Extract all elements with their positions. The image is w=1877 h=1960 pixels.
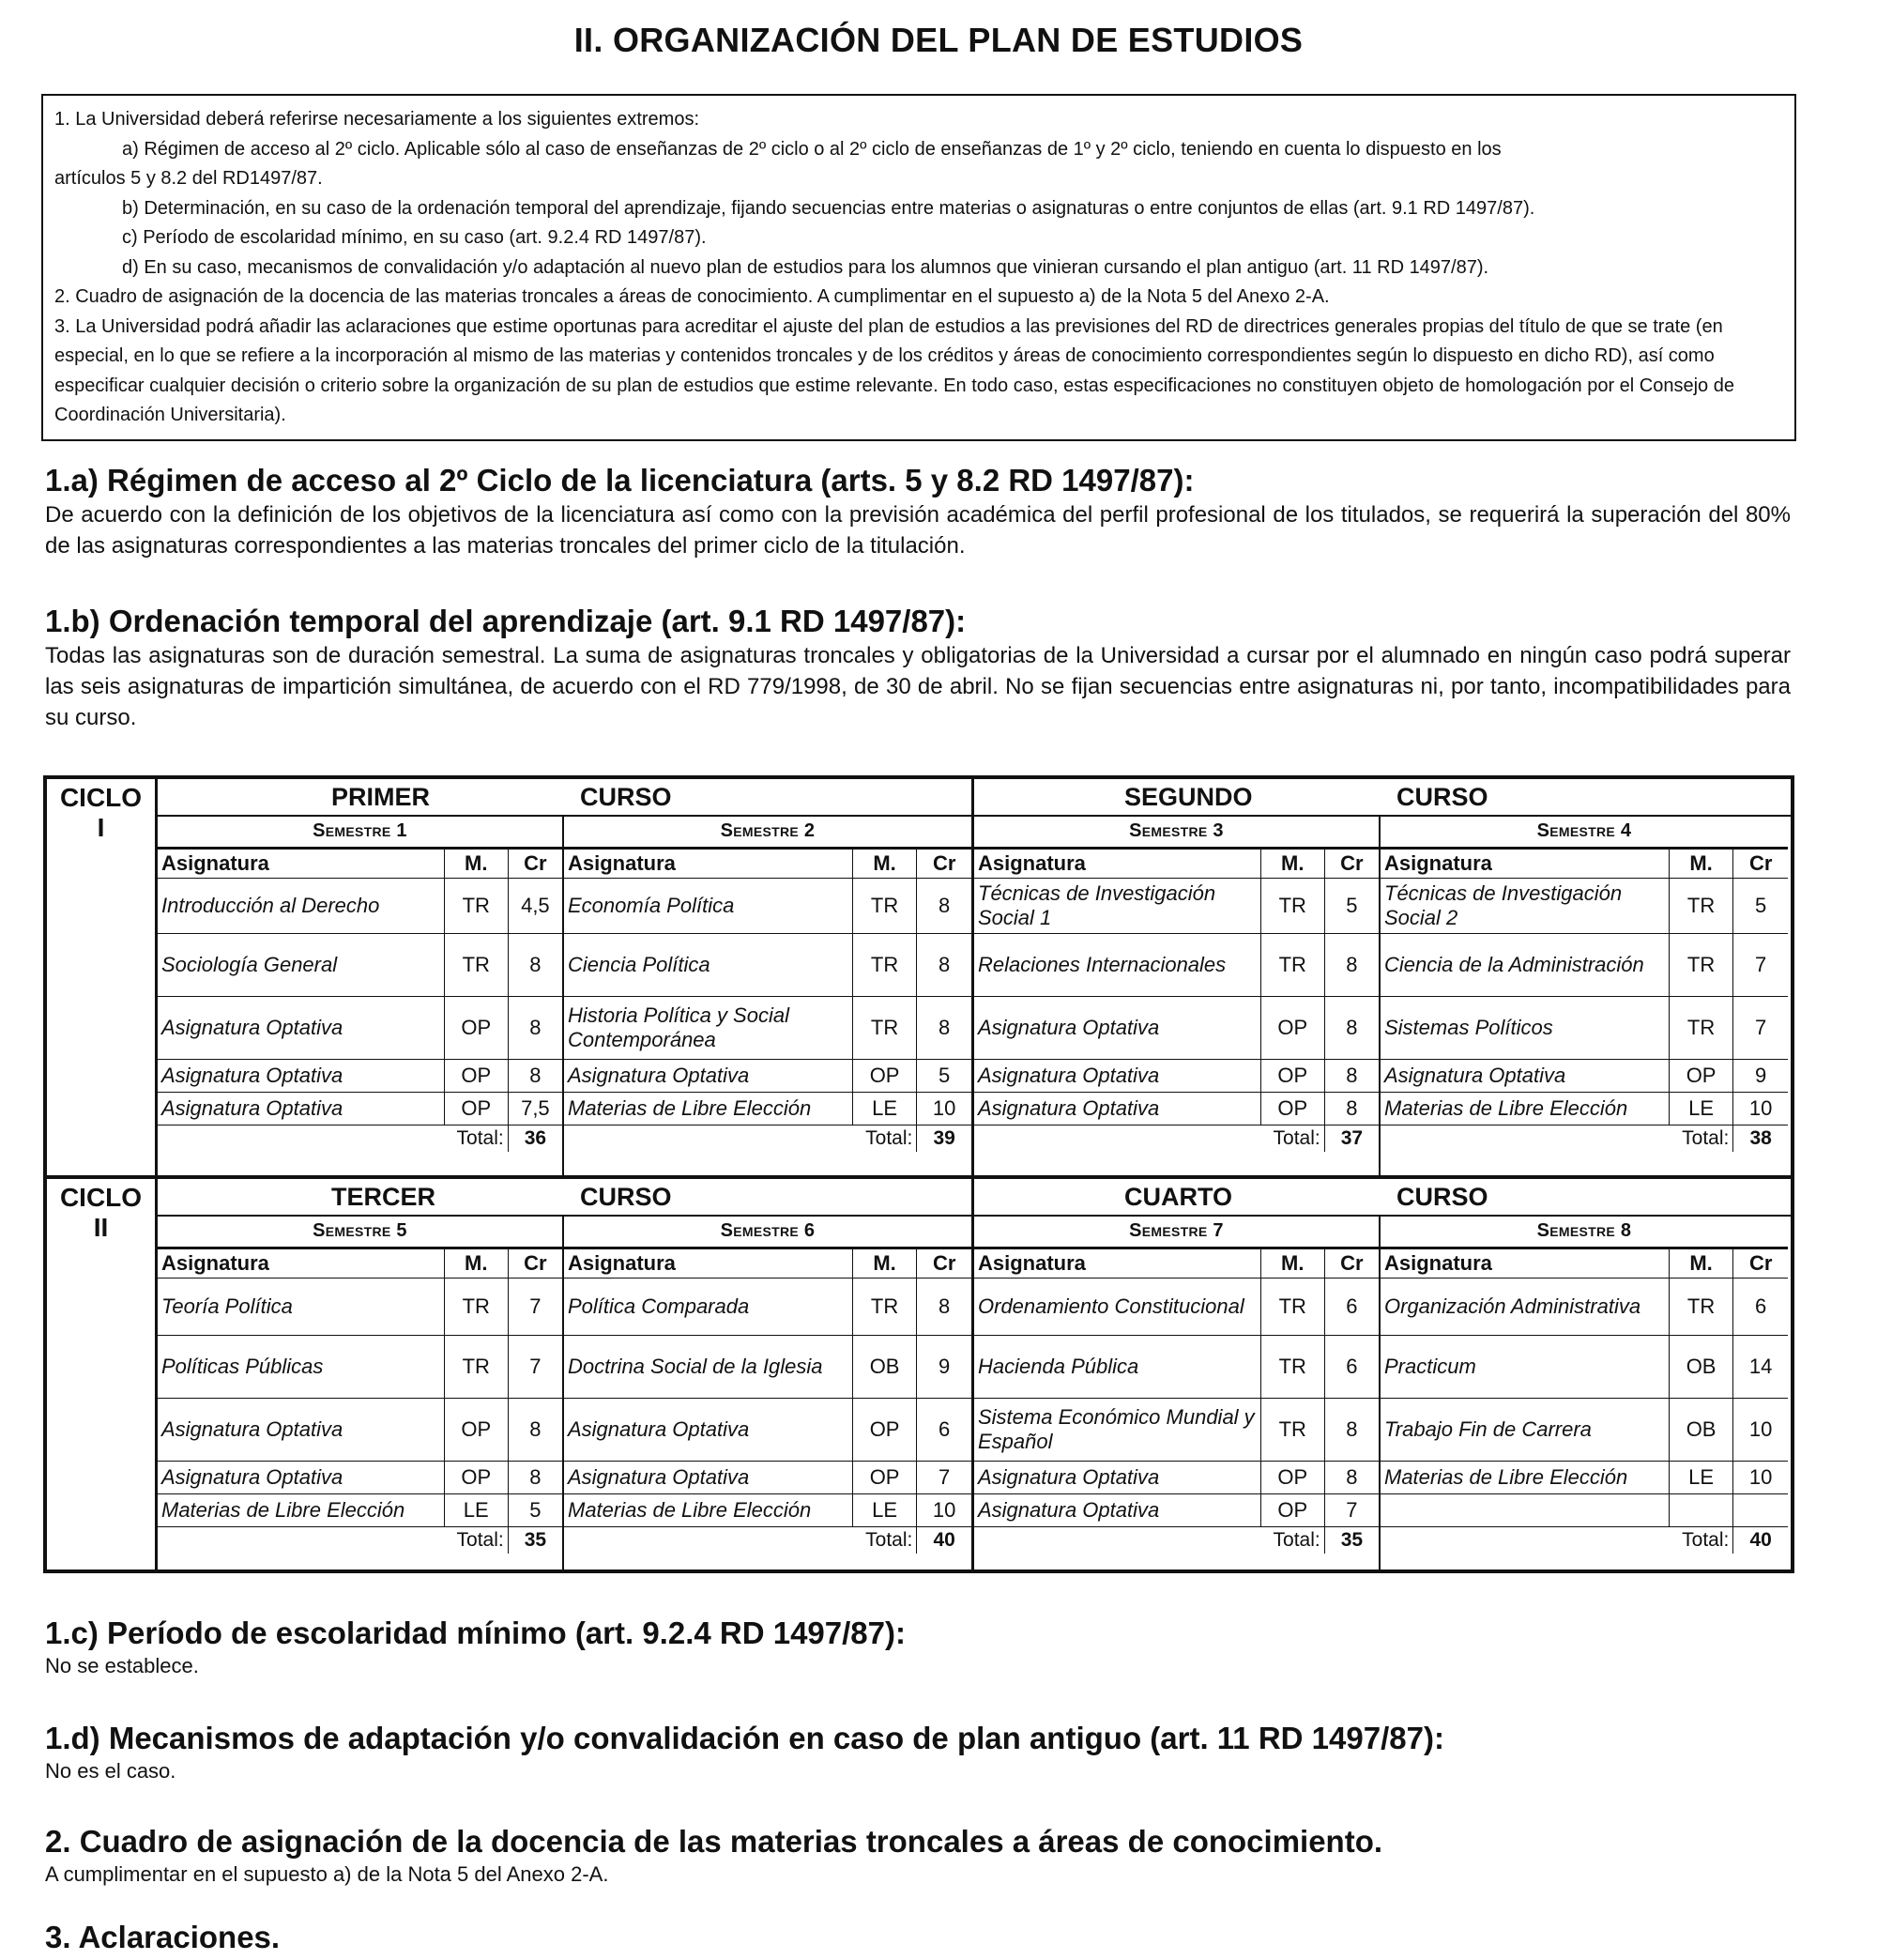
table-row (1381, 879, 1788, 934)
semester-header: Semestre 7 (974, 1215, 1379, 1248)
total-row (1381, 1527, 1788, 1554)
subject-name: Materias de Libre Elección (564, 1093, 852, 1125)
col-header-cr: Cr (1733, 850, 1788, 879)
table-header-row (564, 1249, 971, 1279)
table-row (1381, 1093, 1788, 1125)
subject-credits: 8 (1324, 1399, 1379, 1462)
table-row (158, 1462, 562, 1494)
note-1a: a) Régimen de acceso al 2º ciclo. Aplicable sólo al caso de enseñanzas de 2º ciclo o al 2º ciclo de enseñanzas de 1º y 2º ciclo, teniendo en cuenta lo dispuesto en los (122, 138, 1502, 160)
table-row (1381, 1060, 1788, 1093)
subject-credits: 7 (1733, 997, 1788, 1060)
subject-name: Asignatura Optativa (974, 1093, 1260, 1125)
course-year-header (974, 1179, 1791, 1217)
course-year-header (158, 1179, 971, 1217)
semester-table (1381, 1248, 1788, 1554)
subject-type: LE (1669, 1093, 1733, 1125)
table-row (564, 1093, 971, 1125)
subject-type: TR (1260, 1399, 1324, 1462)
section-2-text: A cumplimentar en el supuesto a) de la Nota 5 del Anexo 2-A. (45, 1862, 609, 1886)
table-row (564, 1399, 971, 1462)
table-row (974, 997, 1379, 1060)
col-header-asignatura: Asignatura (564, 850, 852, 879)
ciclo-label (47, 779, 158, 1175)
col-header-m: M. (1260, 850, 1324, 879)
col-header-cr: Cr (1733, 1249, 1788, 1279)
course-word: CURSO (580, 783, 672, 811)
semester-table (158, 1248, 562, 1554)
subject-type: OP (1260, 1060, 1324, 1093)
total-credits: 36 (508, 1125, 562, 1153)
table-row (564, 1462, 971, 1494)
section-2-title: 2. Cuadro de asignación de la docencia de las materias troncales a áreas de conocimiento. (45, 1824, 1383, 1859)
section-1a-title: 1.a) Régimen de acceso al 2º Ciclo de la licenciatura (arts. 5 y 8.2 RD 1497/87): (45, 463, 1195, 498)
section-3 (45, 1919, 1791, 1956)
table-row (158, 1336, 562, 1399)
total-credits: 37 (1324, 1125, 1379, 1153)
semester-column (974, 815, 1381, 1175)
subject-credits: 6 (1324, 1279, 1379, 1336)
course-ordinal: PRIMER (331, 783, 431, 811)
subject-type: TR (852, 997, 917, 1060)
subject-name: Materias de Libre Elección (158, 1494, 444, 1527)
subject-type: OP (852, 1060, 917, 1093)
subject-name: Política Comparada (564, 1279, 852, 1336)
subject-credits: 9 (917, 1336, 971, 1399)
subject-type: TR (852, 934, 917, 997)
subject-type: OB (852, 1336, 917, 1399)
subject-credits: 8 (1324, 1093, 1379, 1125)
subject-credits (1733, 1494, 1788, 1527)
subject-credits: 7 (917, 1462, 971, 1494)
subject-credits: 8 (1324, 934, 1379, 997)
total-credits: 35 (508, 1527, 562, 1554)
table-row (1381, 1399, 1788, 1462)
subject-type: OP (1669, 1060, 1733, 1093)
instructions-box (41, 94, 1796, 441)
subject-type: OP (852, 1399, 917, 1462)
total-credits: 40 (917, 1527, 971, 1554)
ciclo-label-number: I (97, 813, 105, 842)
subject-name: Asignatura Optativa (974, 1462, 1260, 1494)
subject-name: Asignatura Optativa (974, 997, 1260, 1060)
semester-header: Semestre 8 (1381, 1215, 1788, 1248)
semester-column (158, 815, 564, 1175)
semesters (974, 1215, 1791, 1573)
semesters (158, 1215, 971, 1573)
total-row (974, 1527, 1379, 1554)
subject-credits: 14 (1733, 1336, 1788, 1399)
semester-header: Semestre 6 (564, 1215, 971, 1248)
total-label: Total: (564, 1125, 917, 1153)
total-row (974, 1125, 1379, 1153)
subject-name: Asignatura Optativa (1381, 1060, 1669, 1093)
subject-credits: 5 (1324, 879, 1379, 934)
subject-type: TR (1669, 934, 1733, 997)
subject-credits: 6 (1733, 1279, 1788, 1336)
col-header-asignatura: Asignatura (564, 1249, 852, 1279)
subject-credits: 8 (917, 997, 971, 1060)
table-row (158, 1399, 562, 1462)
note-1c: c) Período de escolaridad mínimo, en su caso (art. 9.2.4 RD 1497/87). (122, 227, 707, 248)
col-header-m: M. (1669, 850, 1733, 879)
note-2: 2. Cuadro de asignación de la docencia de las materias troncales a áreas de conocimiento. A cumplimentar en el supuesto a) de la Nota 5 del Anexo 2-A. (54, 286, 1330, 307)
course-year-header (974, 779, 1791, 817)
table-row (564, 1060, 971, 1093)
col-header-asignatura: Asignatura (1381, 1249, 1669, 1279)
col-header-cr: Cr (508, 1249, 562, 1279)
col-header-cr: Cr (1324, 850, 1379, 879)
total-label: Total: (974, 1527, 1324, 1554)
table-row (158, 879, 562, 934)
col-header-m: M. (1260, 1249, 1324, 1279)
subject-credits: 10 (917, 1494, 971, 1527)
ciclo-label-number: II (93, 1213, 109, 1242)
total-label: Total: (1381, 1527, 1733, 1554)
total-row (158, 1527, 562, 1554)
table-row (974, 1399, 1379, 1462)
col-header-m: M. (852, 1249, 917, 1279)
subject-name: Asignatura Optativa (974, 1060, 1260, 1093)
table-row (158, 997, 562, 1060)
subject-type: TR (444, 1279, 508, 1336)
subject-name: Asignatura Optativa (564, 1060, 852, 1093)
subject-credits: 4,5 (508, 879, 562, 934)
subject-name: Técnicas de Investigación Social 2 (1381, 879, 1669, 934)
semester-header: Semestre 5 (158, 1215, 562, 1248)
subject-type: TR (444, 934, 508, 997)
subject-name: Relaciones Internacionales (974, 934, 1260, 997)
subject-type: LE (444, 1494, 508, 1527)
semesters (158, 815, 971, 1175)
subject-credits: 10 (1733, 1462, 1788, 1494)
subject-type: OP (1260, 1462, 1324, 1494)
semester-header: Semestre 4 (1381, 815, 1788, 849)
total-label: Total: (158, 1125, 508, 1153)
course-year (974, 779, 1791, 1175)
ciclo-block (47, 779, 1791, 1175)
col-header-m: M. (852, 850, 917, 879)
subject-name: Asignatura Optativa (158, 1462, 444, 1494)
subject-type: TR (444, 1336, 508, 1399)
subject-type: OP (1260, 1093, 1324, 1125)
note-3: 3. La Universidad podrá añadir las aclaraciones que estime oportunas para acreditar el ajuste del plan de estudios a las previsiones del RD de directrices generales propias del título de que se trate (en especial, en lo que se refiere a la incorporación al mismo de las materias y contenidos troncales y de los créditos y áreas de conocimiento correspondientes según lo dispuesto en dicho RD), así como especificar cualquier decisión o criterio sobre la organización de su plan de estudios que estime relevante. En todo caso, estas especificaciones no constituyen objeto de homologación por el Consejo de Coordinación Universitaria). (54, 315, 1734, 425)
table-header-row (158, 1249, 562, 1279)
subject-credits: 7 (1324, 1494, 1379, 1527)
subject-name: Materias de Libre Elección (564, 1494, 852, 1527)
subject-name: Asignatura Optativa (974, 1494, 1260, 1527)
subject-credits: 8 (508, 1462, 562, 1494)
semester-column (1381, 815, 1788, 1175)
subject-type: LE (852, 1494, 917, 1527)
note-1a-cont: artículos 5 y 8.2 del RD1497/87. (54, 168, 323, 189)
subject-credits: 8 (917, 879, 971, 934)
table-row (564, 879, 971, 934)
note-1b: b) Determinación, en su caso de la ordenación temporal del aprendizaje, fijando secuencias entre materias o asignaturas o entre conjuntos de ellas (art. 9.1 RD 1497/87). (122, 197, 1535, 219)
section-1b (45, 603, 1791, 733)
subject-type: TR (852, 1279, 917, 1336)
subject-credits: 5 (1733, 879, 1788, 934)
table-header-row (974, 1249, 1379, 1279)
subject-credits: 8 (508, 1060, 562, 1093)
note-1: 1. La Universidad deberá referirse necesariamente a los siguientes extremos: (54, 109, 700, 130)
table-row (564, 997, 971, 1060)
total-row (564, 1125, 971, 1153)
total-label: Total: (564, 1527, 917, 1554)
subject-name: Trabajo Fin de Carrera (1381, 1399, 1669, 1462)
table-row (564, 1494, 971, 1527)
table-row (1381, 1462, 1788, 1494)
subject-type: OP (852, 1462, 917, 1494)
total-credits: 39 (917, 1125, 971, 1153)
table-row (158, 1494, 562, 1527)
section-1d (45, 1720, 1791, 1785)
course-ordinal: SEGUNDO (1124, 783, 1253, 811)
subject-name: Teoría Política (158, 1279, 444, 1336)
subject-credits: 8 (508, 1399, 562, 1462)
subject-type: TR (444, 879, 508, 934)
semester-header: Semestre 1 (158, 815, 562, 849)
course-word: CURSO (580, 1183, 672, 1211)
semester-table (564, 1248, 971, 1554)
course-year (158, 1179, 974, 1573)
subject-credits: 8 (1324, 997, 1379, 1060)
subject-type: LE (1669, 1462, 1733, 1494)
study-plan-table (43, 775, 1794, 1573)
table-row (974, 1336, 1379, 1399)
col-header-cr: Cr (1324, 1249, 1379, 1279)
total-row (158, 1125, 562, 1153)
table-row (564, 934, 971, 997)
total-row (564, 1527, 971, 1554)
table-row (974, 1093, 1379, 1125)
subject-credits: 6 (1324, 1336, 1379, 1399)
subject-name: Sistemas Políticos (1381, 997, 1669, 1060)
subject-name: Doctrina Social de la Iglesia (564, 1336, 852, 1399)
section-1c (45, 1615, 1791, 1680)
subject-name: Técnicas de Investigación Social 1 (974, 879, 1260, 934)
course-word: CURSO (1396, 783, 1488, 811)
subject-name: Economía Política (564, 879, 852, 934)
col-header-cr: Cr (917, 850, 971, 879)
subject-credits: 10 (917, 1093, 971, 1125)
subject-name: Sistema Económico Mundial y Español (974, 1399, 1260, 1462)
subject-credits: 10 (1733, 1093, 1788, 1125)
subject-type: OP (444, 1399, 508, 1462)
subject-name: Ciencia Política (564, 934, 852, 997)
section-1c-text: No se establece. (45, 1654, 199, 1677)
course-year (974, 1179, 1791, 1573)
semester-header: Semestre 3 (974, 815, 1379, 849)
subject-credits: 6 (917, 1399, 971, 1462)
section-1b-title: 1.b) Ordenación temporal del aprendizaje (art. 9.1 RD 1497/87): (45, 604, 967, 638)
subject-name: Ordenamiento Constitucional (974, 1279, 1260, 1336)
section-3-title: 3. Aclaraciones. (45, 1920, 281, 1954)
subject-name: Ciencia de la Administración (1381, 934, 1669, 997)
subject-type: OP (1260, 997, 1324, 1060)
section-1d-text: No es el caso. (45, 1759, 176, 1783)
subject-name (1381, 1494, 1669, 1527)
ciclo-label-word: CICLO (59, 1183, 143, 1212)
course-word: CURSO (1396, 1183, 1488, 1211)
total-label: Total: (158, 1527, 508, 1554)
subject-credits: 5 (508, 1494, 562, 1527)
section-1a-text: De acuerdo con la definición de los objetivos de la licenciatura así como con la previsión académica del perfil profesional de los titulados, se requerirá la superación del 80% de las asignaturas correspondientes a las materias troncales del primer ciclo de la titulación. (45, 502, 1791, 559)
table-row (974, 1494, 1379, 1527)
col-header-cr: Cr (917, 1249, 971, 1279)
subject-type: OP (444, 1093, 508, 1125)
semester-column (1381, 1215, 1788, 1573)
semester-table (564, 849, 971, 1152)
subject-name: Asignatura Optativa (564, 1399, 852, 1462)
table-row (1381, 1494, 1788, 1527)
note-1d: d) En su caso, mecanismos de convalidación y/o adaptación al nuevo plan de estudios para los alumnos que vinieran cursando el plan antiguo (art. 11 RD 1497/87). (122, 256, 1489, 278)
ciclo-block (47, 1175, 1791, 1573)
page-title: II. ORGANIZACIÓN DEL PLAN DE ESTUDIOS (573, 21, 1304, 59)
table-row (974, 1060, 1379, 1093)
course-ordinal: CUARTO (1124, 1183, 1233, 1211)
subject-credits: 7,5 (508, 1093, 562, 1125)
total-row (1381, 1125, 1788, 1153)
table-row (974, 934, 1379, 997)
ciclo-label-word: CICLO (59, 783, 143, 812)
subject-type: OP (1260, 1494, 1324, 1527)
semester-table (1381, 849, 1788, 1152)
semester-table (158, 849, 562, 1152)
table-header-row (974, 850, 1379, 879)
subject-type: OB (1669, 1336, 1733, 1399)
col-header-m: M. (444, 850, 508, 879)
col-header-asignatura: Asignatura (158, 1249, 444, 1279)
table-row (564, 1336, 971, 1399)
semester-table (974, 849, 1379, 1152)
table-row (974, 1279, 1379, 1336)
table-header-row (1381, 1249, 1788, 1279)
subject-name: Políticas Públicas (158, 1336, 444, 1399)
subject-name: Asignatura Optativa (158, 997, 444, 1060)
subject-credits: 10 (1733, 1399, 1788, 1462)
col-header-m: M. (1669, 1249, 1733, 1279)
subject-type: OP (444, 1462, 508, 1494)
section-2 (45, 1823, 1791, 1889)
table-row (974, 879, 1379, 934)
subject-name: Asignatura Optativa (158, 1093, 444, 1125)
table-row (1381, 1336, 1788, 1399)
col-header-asignatura: Asignatura (974, 850, 1260, 879)
subject-name: Practicum (1381, 1336, 1669, 1399)
subject-type: TR (1260, 879, 1324, 934)
subject-name: Sociología General (158, 934, 444, 997)
subject-name: Materias de Libre Elección (1381, 1462, 1669, 1494)
semester-column (564, 1215, 971, 1573)
subject-name: Asignatura Optativa (564, 1462, 852, 1494)
subject-type: TR (1669, 1279, 1733, 1336)
subject-credits: 8 (508, 997, 562, 1060)
col-header-m: M. (444, 1249, 508, 1279)
total-label: Total: (974, 1125, 1324, 1153)
total-credits: 40 (1733, 1527, 1788, 1554)
table-row (1381, 934, 1788, 997)
semester-header: Semestre 2 (564, 815, 971, 849)
subject-credits: 9 (1733, 1060, 1788, 1093)
table-row (158, 934, 562, 997)
subject-type (1669, 1494, 1733, 1527)
section-1b-text: Todas las asignaturas son de duración semestral. La suma de asignaturas troncales y obligatorias de la Universidad a cursar por el alumnado en ningún caso podrá superar las seis asignaturas de impartición simultánea, de acuerdo con el RD 779/1998, de 30 de abril. No se fijan secuencias entre asignaturas ni, por tanto, incompatibilidades para su curso. (45, 643, 1791, 730)
subject-type: TR (1669, 997, 1733, 1060)
subject-credits: 8 (1324, 1462, 1379, 1494)
subject-type: TR (1260, 1336, 1324, 1399)
semester-column (564, 815, 971, 1175)
table-row (1381, 997, 1788, 1060)
total-label: Total: (1381, 1125, 1733, 1153)
subject-credits: 7 (508, 1279, 562, 1336)
col-header-cr: Cr (508, 850, 562, 879)
subject-type: LE (852, 1093, 917, 1125)
subject-credits: 7 (1733, 934, 1788, 997)
subject-type: OP (444, 1060, 508, 1093)
table-row (564, 1279, 971, 1336)
subject-name: Introducción al Derecho (158, 879, 444, 934)
subject-type: OB (1669, 1399, 1733, 1462)
table-row (158, 1060, 562, 1093)
col-header-asignatura: Asignatura (974, 1249, 1260, 1279)
subject-name: Hacienda Pública (974, 1336, 1260, 1399)
subject-name: Asignatura Optativa (158, 1399, 444, 1462)
table-row (158, 1279, 562, 1336)
table-header-row (1381, 850, 1788, 879)
subject-credits: 5 (917, 1060, 971, 1093)
total-credits: 38 (1733, 1125, 1788, 1153)
subject-credits: 8 (508, 934, 562, 997)
subject-type: OP (444, 997, 508, 1060)
subject-name: Asignatura Optativa (158, 1060, 444, 1093)
course-ordinal: TERCER (331, 1183, 436, 1211)
section-1d-title: 1.d) Mecanismos de adaptación y/o convalidación en caso de plan antiguo (art. 11 RD 1497/87): (45, 1721, 1444, 1755)
total-credits: 35 (1324, 1527, 1379, 1554)
subject-credits: 8 (1324, 1060, 1379, 1093)
col-header-asignatura: Asignatura (158, 850, 444, 879)
section-1a (45, 462, 1791, 561)
table-header-row (564, 850, 971, 879)
subject-type: TR (1669, 879, 1733, 934)
table-row (1381, 1279, 1788, 1336)
subject-credits: 8 (917, 1279, 971, 1336)
subject-type: TR (1260, 934, 1324, 997)
subject-type: TR (852, 879, 917, 934)
subject-credits: 8 (917, 934, 971, 997)
table-row (158, 1093, 562, 1125)
semester-table (974, 1248, 1379, 1554)
subject-name: Historia Política y Social Contemporánea (564, 997, 852, 1060)
semester-column (158, 1215, 564, 1573)
col-header-asignatura: Asignatura (1381, 850, 1669, 879)
course-year (158, 779, 974, 1175)
table-header-row (158, 850, 562, 879)
subject-type: TR (1260, 1279, 1324, 1336)
section-1c-title: 1.c) Período de escolaridad mínimo (art. 9.2.4 RD 1497/87): (45, 1615, 906, 1650)
subject-name: Organización Administrativa (1381, 1279, 1669, 1336)
subject-credits: 7 (508, 1336, 562, 1399)
table-row (974, 1462, 1379, 1494)
ciclo-label (47, 1179, 158, 1573)
subject-name: Materias de Libre Elección (1381, 1093, 1669, 1125)
semesters (974, 815, 1791, 1175)
course-year-header (158, 779, 971, 817)
semester-column (974, 1215, 1381, 1573)
